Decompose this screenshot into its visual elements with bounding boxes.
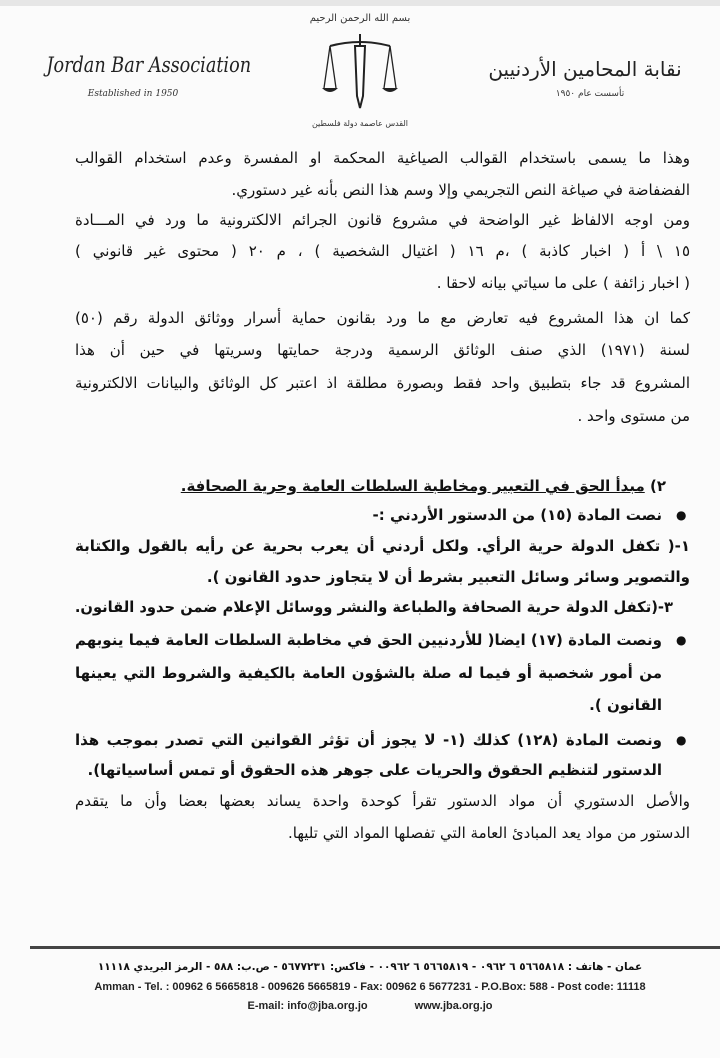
bullet-line: الدستور لتنظيم الحقوق والحريات على جوهر هذه الحقوق أو تمس أساسياتها). <box>87 761 662 779</box>
footer-web <box>40 999 700 1014</box>
footer-divider <box>30 946 720 949</box>
english-established: Established in 1950 <box>87 89 179 99</box>
basmala: بسم الله الرحمن الرحيم <box>309 13 411 24</box>
paragraph-line: الفضفاضة في صياغة النص التجريمي وإلا وسم هذا النص بأنه غير دستوري. <box>231 181 690 199</box>
bullet-line: نصت المادة (١٥) من الدستور الأردني :- <box>372 506 662 524</box>
arabic-established: تأسست عام ١٩٥٠ <box>555 89 625 99</box>
footer-email: E-mail: info@jba.org.jo <box>247 1000 368 1012</box>
article-item-line: ١-( تكفل الدولة حرية الرأي. ولكل أردني أن يعرب بحرية عن رأيه بالقول والكتابة <box>75 537 690 555</box>
bullet-icon: ● <box>676 508 687 522</box>
footer-english-contact: Amman - Tel. : 00962 6 5665818 - 009626 5665819 - Fax: 00962 6 5677231 - P.O.Box: 588 - Post code: 11118 <box>94 981 646 993</box>
logo-caption: القدس عاصمة دولة فلسطين <box>311 119 409 128</box>
bullet-line: القانون ). <box>589 696 662 714</box>
paragraph-line: وهذا ما يسمى باستخدام القوالب الصياغية المحكمة او المفسرة وعدم استخدام القوالب <box>75 149 690 167</box>
english-org-name: Jordan Bar Association <box>46 53 252 77</box>
paragraph-line: ( اخبار زائفة ) على ما سياتي بيانه لاحقا . <box>436 274 690 292</box>
section-number: ٢) <box>649 477 666 495</box>
bullet-line: ونصت المادة (١٢٨) كذلك (١- لا يجوز أن تؤثر القوانين التي تصدر بموجب هذا <box>75 731 662 749</box>
bullet-line: من أمور شخصية أو فيما له صلة بالشؤون العامة بالكيفية والشروط التي يعينها <box>75 664 662 682</box>
paragraph-line: الدستور من مواد يعد المبادئ العامة التي تفصلها المواد التي تليها. <box>288 824 690 842</box>
paragraph-line: ومن اوجه الالفاظ غير الواضحة في مشروع قانون الجرائم الالكترونية ما ورد في المـــادة <box>75 211 690 229</box>
arabic-org-name: نقابة المحامين الأردنيين <box>488 57 682 81</box>
article-item-line: ٣-(تكفل الدولة حرية الصحافة والطباعة والنشر ووسائل الإعلام ضمن حدود القانون. <box>74 598 673 616</box>
bullet-icon: ● <box>676 633 687 647</box>
paragraph-line: ١٥ \ أ ( اخبار كاذبة ) ،م ١٦ ( اغتيال الشخصية ) ، م ٢٠ ( محتوى غير قانوني ) <box>75 242 691 260</box>
bullet-line: ونصت المادة (١٧) ايضا( للأردنيين الحق في مخاطبة السلطات العامة فيما ينوبهم <box>75 631 662 649</box>
scan-top-edge <box>0 0 720 6</box>
paragraph-line: كما ان هذا المشروع فيه تعارض مع ما ورد بقانون حماية أسرار ووثائق الدولة رقم (٥٠) <box>75 309 690 327</box>
footer-arabic-contact: عمان - هاتف : ٥٦٦٥٨١٨ ٦ ٠٩٦٢ - ٥٦٦٥٨١٩ ٦ ٠٠٩٦٢ - فاكس: ٥٦٧٧٢٣١ - ص.ب: ٥٨٨ - الرمز البريدي ١١١١٨ <box>97 961 643 973</box>
bullet-icon: ● <box>676 733 687 747</box>
paragraph-line: من مستوى واحد . <box>577 407 690 425</box>
section-heading <box>150 475 666 497</box>
section-title: مبدأ الحق في التعبير ومخاطبة السلطات العامة وحرية الصحافة. <box>180 477 645 495</box>
paragraph-line: والأصل الدستوري أن مواد الدستور تقرأ كوحدة واحدة يساند بعضها بعضا وأن ما يتقدم <box>75 792 690 810</box>
article-item-line: والتصوير وسائر وسائل التعبير بشرط أن لا يتجاوز حدود القانون ). <box>206 568 690 586</box>
paragraph-line: المشروع قد جاء بتطبيق واحد فقط وبصورة مطلقة اذ اعتبر كل الوثائق والبيانات الالكترونية <box>75 374 690 392</box>
paragraph-line: لسنة (١٩٧١) الذي صنف الوثائق الرسمية ودرجة حمايتها وسريتها في حين أن هذا <box>75 341 690 359</box>
scales-of-justice-logo-icon <box>322 32 398 114</box>
footer-website: www.jba.org.jo <box>414 1000 493 1012</box>
